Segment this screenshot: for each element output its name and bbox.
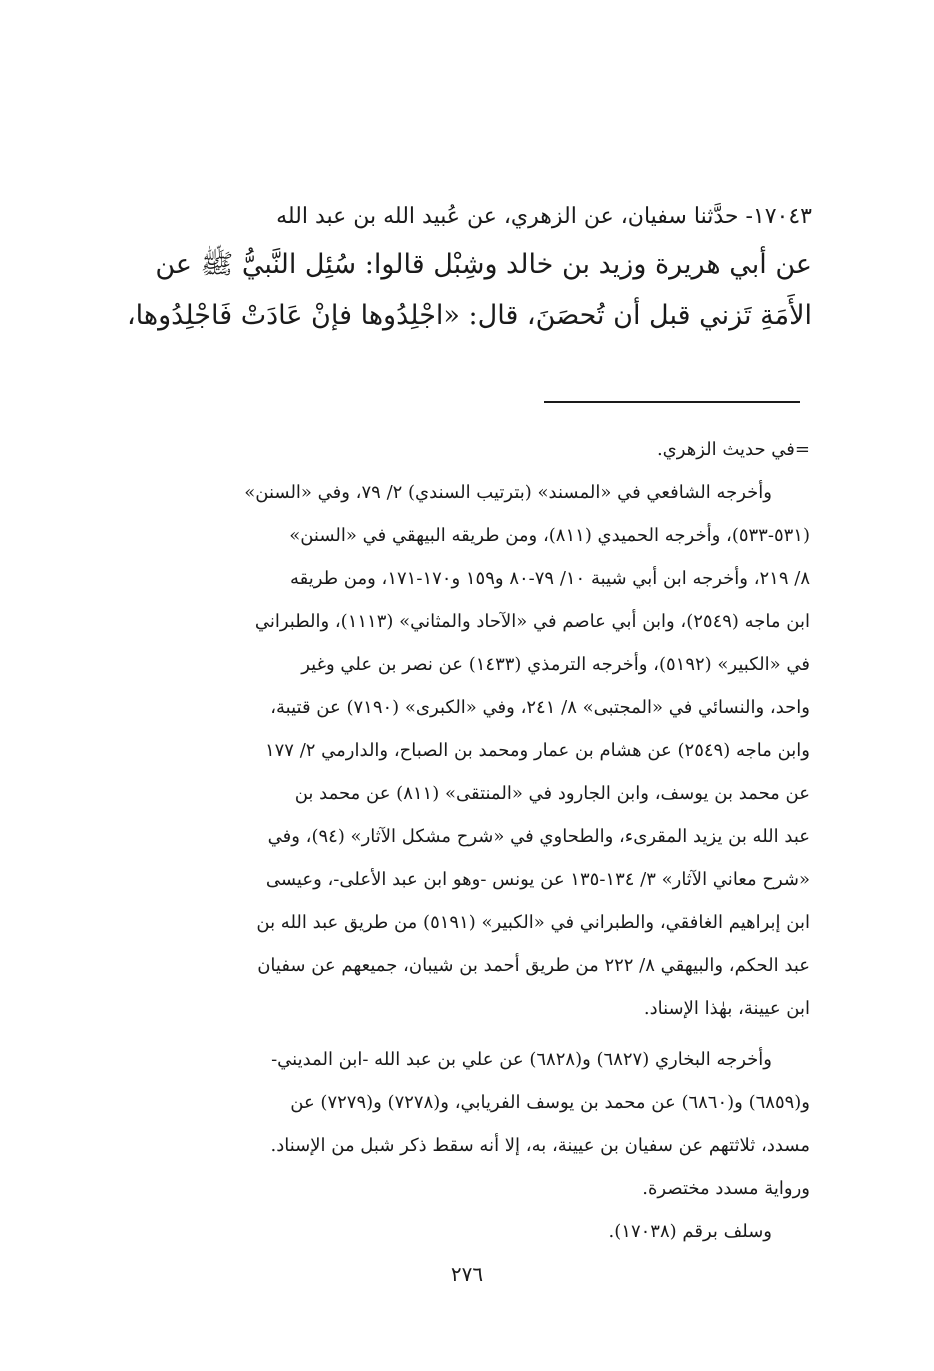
footnote-line: وأخرجه البخاري (٦٨٢٧) و(٦٨٢٨) عن علي بن عبد الله -ابن المديني- <box>271 1049 772 1070</box>
paragraph-gap <box>104 1030 810 1038</box>
footnote-line: ابن ماجه (٢٥٤٩)، وابن أبي عاصم في «الآحاد والمثاني» (١١١٣)، والطبراني <box>254 611 810 632</box>
hadith-line: ١٧٠٤٣- حدَّثنا سفيان، عن الزهري، عن عُبيد الله بن عبد الله <box>276 204 812 229</box>
footnotes <box>104 428 810 1253</box>
footnote-line: مسدد، ثلاثتهم عن سفيان بن عيينة، به، إلا أنه سقط ذكر شبل من الإسناد. <box>270 1135 810 1156</box>
footnote-line: و(٦٨٥٩) و(٦٨٦٠) عن محمد بن يوسف الفريابي، و(٧٢٧٨) و(٧٢٧٩) عن <box>290 1092 810 1113</box>
footnote-line: =في حديث الزهري. <box>656 439 810 460</box>
footnote-line: وأخرجه الشافعي في «المسند» (بترتيب السندي) ٢/ ٧٩، وفي «السنن» <box>244 482 772 503</box>
footnote-line: ابن عيينة، بهٰذا الإسناد. <box>643 998 810 1019</box>
footnote-line: عن محمد بن يوسف، وابن الجارود في «المنتقى» (٨١١) عن محمد بن <box>294 783 810 804</box>
footnote-line: في «الكبير» (٥١٩٢)، وأخرجه الترمذي (١٤٣٣) عن نصر بن علي وغير <box>301 654 810 675</box>
footnote-line: ورواية مسدد مختصرة. <box>642 1178 810 1199</box>
footnote-line: عبد الله بن يزيد المقرىء، والطحاوي في «شرح مشكل الآثار» (٩٤)، وفي <box>267 826 810 847</box>
footnote-line: وابن ماجه (٢٥٤٩) عن هشام بن عمار ومحمد بن الصباح، والدارمي ٢/ ١٧٧ <box>264 740 810 761</box>
footnote-line: ٨/ ٢١٩، وأخرجه ابن أبي شيبة ١٠/ ٧٩-٨٠ و١٥٩ و١٧٠-١٧١، ومن طريقه <box>290 568 810 589</box>
page-number: ٢٧٦ <box>450 1262 484 1286</box>
footnote-line: ابن إبراهيم الغافقي، والطبراني في «الكبير» (٥١٩١) من طريق عبد الله بن <box>256 912 810 933</box>
hadith-line: عن أبي هريرة وزيد بن خالد وشِبْل قالوا: سُئِل النَّبيُّ ﷺ عن <box>155 249 812 280</box>
footnote-line: وسلف برقم (١٧٠٣٨). <box>608 1221 772 1242</box>
footnote-line: «شرح معاني الآثار» ٣/ ١٣٤-١٣٥ عن يونس -وهو ابن عبد الأعلى-، وعيسى <box>265 869 810 890</box>
footnote-line: (٥٣١-٥٣٣)، وأخرجه الحميدي (٨١١)، ومن طريقه البيهقي في «السنن» <box>289 525 810 546</box>
footnote-line: عبد الحكم، والبيهقي ٨/ ٢٢٢ من طريق أحمد بن شيبان، جميعهم عن سفيان <box>257 955 810 976</box>
hadith-text <box>100 195 812 341</box>
hadith-line: الأَمَةِ تَزني قبل أن تُحصَنَ، قال: «اجْلِدُوها فإنْ عَادَتْ فَاجْلِدُوها، <box>126 300 812 331</box>
footnote-separator <box>544 401 800 403</box>
footnote-line: واحد، والنسائي في «المجتبى» ٨/ ٢٤١، وفي «الكبرى» (٧١٩٠) عن قتيبة، <box>270 697 810 718</box>
